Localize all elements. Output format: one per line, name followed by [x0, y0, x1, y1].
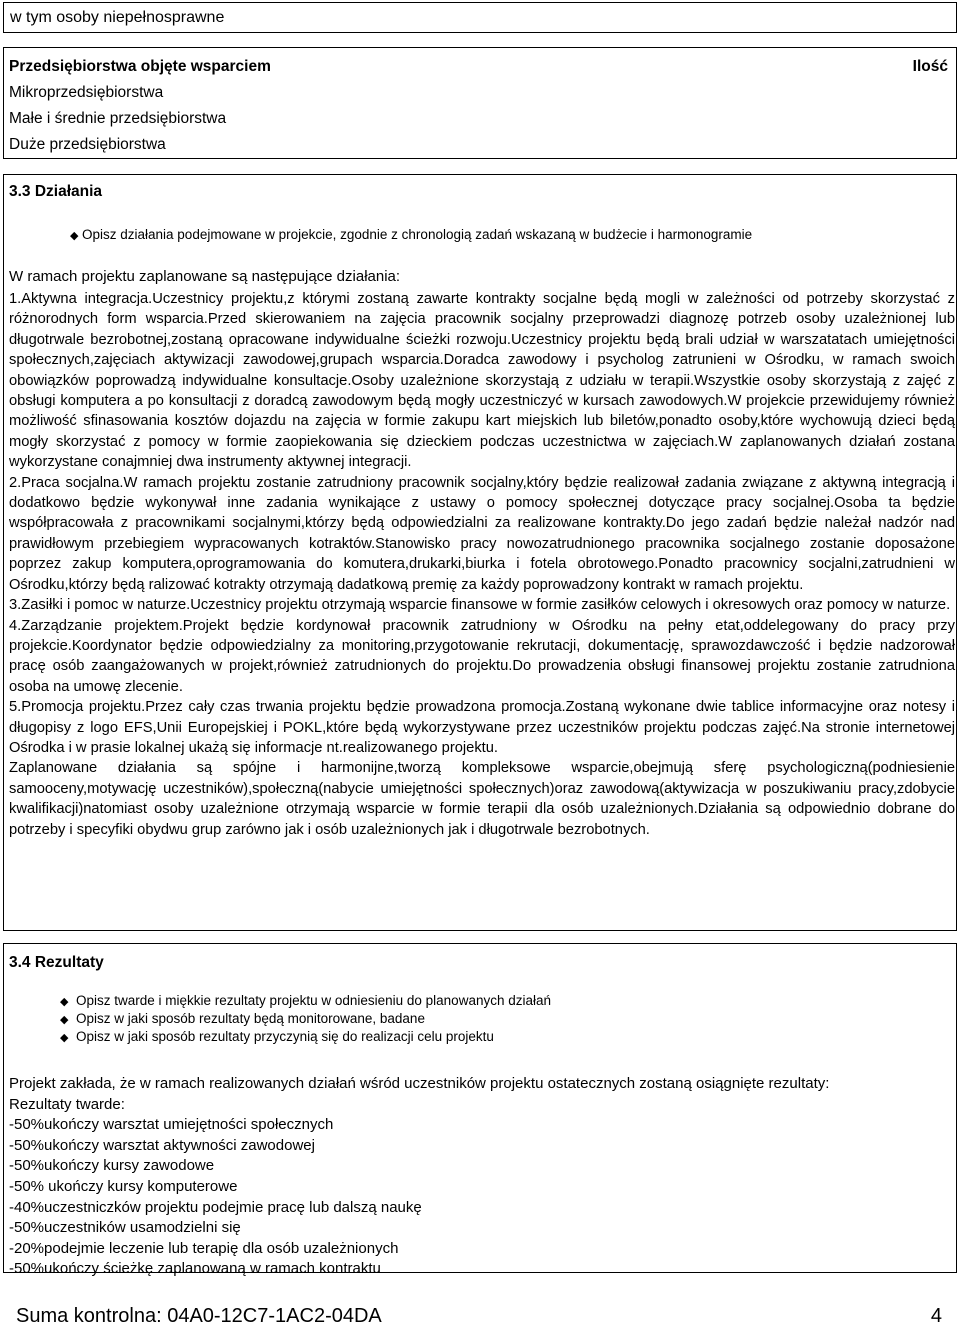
paragraph: 4.Zarządzanie projektem.Projekt będzie kordynował pracownik zatrudniony w Ośrodku na pełny etat,oddelegowany do pracy przy projekcie.Koordynator będzie odpowiedzialny za monitoring,przygotowanie rekrutacji, dokumentację, sprawozdawczość i będzie nadzorował pracę osób zaangażowanych w projekt,również zatrudnionych do projektu.Do prowadzenia obsługi finansowej projektu zostanie zatrudniona osoba na umowę zlecenie. [9, 617, 955, 695]
results-line: Rezultaty twarde: [9, 1095, 125, 1113]
diamond-bullet-icon: ◆ [60, 1032, 69, 1044]
diamond-bullet-icon: ◆ [70, 230, 79, 242]
paragraph: 2.Praca socjalna.W ramach projektu zostanie zatrudniony pracownik socjalny,który będzie realizował zadania związane z aktywną integracją i dodatkowo będzie wykonywał inne zadania wynikające z ustawy o pomocy społecznej dotyczące pracy socjalnej.Osoba ta będzie współpracowała z pracownikami socjalnymi,którzy będą odpowiedzialni za realizowane kontrakty.Do jego zadań będzie należał nadzór nad prawidłowym przebiegiem wypracowanych kotraktów.Stanowisko pracy nowozatrudnionego pracownika socjalnego zostanie doposażone poprzez zakup komputera,oprogramowania do komutera,drukarki,biurka i fotela obrotowego.Ponadto pracownicy socjalni,zatrudnieni w Ośrodku,którzy będą ralizować kotrakty otrzymają dadatkową premię za każdy poprowadzony kontrakt w ramach projektu. [9, 474, 955, 593]
actions-bullet-text: Opisz działania podejmowane w projekcie, zgodnie z chronologią zadań wskazaną w budżecie i harmonogramie [82, 227, 753, 242]
results-line: -50%ukończy kursy zawodowe [9, 1157, 215, 1175]
quantity-header: Ilość [912, 58, 948, 75]
paragraph: Zaplanowane działania są spójne i harmonijne,tworzą kompleksowe wsparcie,obejmują sferę psychologiczną(podniesienie samooceny,motywację uczestników),społeczną(nabycie umiejętności społecznych)oraz zawodową(aktywizacja w poszukiwaniu pracy,zdobycie kwalifikacji)natomiast osoby uzależnione otrzymają wsparcie w formie terapii dla osób uzależnionych.Działania są odpowiednio dobrane do potrzeby i specyfiki obydwu grup zarówno jak i osób uzależnionych jak i długotrwale bezrobotnych. [9, 760, 955, 838]
page-number: 4 [930, 1305, 942, 1327]
results-title: 3.4 Rezultaty [9, 954, 104, 971]
results-line: Projekt zakłada, że w ramach realizowanych działań wśród uczestników projektu ostatecznych zostaną osiągnięte rezultaty: [9, 1075, 830, 1092]
results-bullet-text: Opisz twarde i miękkie rezultaty projektu w odniesieniu do planowanych działań [76, 993, 551, 1008]
actions-title: 3.3 Działania [9, 183, 103, 200]
table-row: Duże przedsiębiorstwa [9, 136, 166, 153]
results-line: -50% ukończy kursy komputerowe [9, 1177, 238, 1195]
diamond-bullet-icon: ◆ [60, 996, 69, 1008]
table-row: Mikroprzedsiębiorstwa [9, 84, 164, 101]
results-section [3, 943, 957, 1278]
paragraph: 3.Zasiłki i pomoc w naturze.Uczestnicy projektu otrzymają wsparcie finansowe w formie zasiłków celowych i okresowych oraz pomocy w naturze. [9, 597, 951, 614]
disabled-persons-label: w tym osoby niepełnosprawne [10, 9, 225, 26]
checksum-footer: Suma kontrolna: 04A0-12C7-1AC2-04DA [16, 1305, 382, 1327]
enterprises-table [3, 47, 957, 159]
results-line: -40%uczestniczków projektu podejmie pracę lub dalszą naukę [9, 1198, 422, 1216]
results-bullet-text: Opisz w jaki sposób rezultaty przyczynią się do realizacji celu projektu [76, 1029, 494, 1044]
actions-bullet [70, 227, 752, 242]
results-line: -50%uczestników usamodzielni się [9, 1219, 241, 1237]
results-line: -50%ukończy ścieżkę zaplanowaną w ramach kontraktu [9, 1260, 381, 1278]
results-line: -50%ukończy warsztat aktywności zawodowej [9, 1136, 315, 1154]
results-line: -20%podejmie leczenie lub terapię dla osób uzależnionych [9, 1239, 399, 1257]
results-body [9, 1074, 829, 1280]
actions-intro: W ramach projektu zaplanowane są następujące działania: [9, 268, 401, 285]
results-bullet-text: Opisz w jaki sposób rezultaty będą monitorowane, badane [76, 1011, 425, 1026]
actions-section [3, 174, 957, 931]
results-bullet [60, 993, 551, 1008]
paragraph: 5.Promocja projektu.Przez cały czas trwania projektu będzie prowadzona promocja.Zostaną wykonane dwie tablice informacyjne oraz notesy i długopisy z logo EFS,Unii Europejskiej i POKL,które będą wykorzystywane przez uczestników projektu podczas zajęć.Na stronie internetowej Ośrodka i w prasie lokalnej ukażą się informacje nt.realizowanego projektu. [9, 699, 955, 756]
diamond-bullet-icon: ◆ [60, 1014, 69, 1026]
paragraph: 1.Aktywna integracja.Uczestnicy projektu,z którymi zostaną zawarte kontrakty socjalne będą mogli w zależności od potrzeby skorzystać z różnorodnych form wsparcia.Przed skierowaniem na zajęcia pracownik socjalny przeprowadzi diagnozę potrzeb osoby uzależnionej lub długotrwale bezrobotnej,zostaną opracowane indywidualne ścieżki rozwoju.Uczestnicy projektu będą brali udział w warszatatach umiejętności społecznych,zajęciach aktywizacji zawodowej,grupach wsparcia.Doradca zawodowy i psycholog zatrunieni w Ośrodku, w ramach swoich obowiązków poprowadzą indywidualne konsultacje.Osoby uzależnione skorzystają z udziału w terapii.Wszystkie osoby skorzystają z zajęć z obsługi komputera a po konsultacji z doradcą zawodowym będą mogły uczestniczyć w kursach zawodowych.W projekcie przewidujemy również możliwość sfinasowania kosztów dojazdu na zajęcia w formie zakupu kart miejskich lub biletów,ponadto osoby,które wychowują dzieci będą mogły skorzystać z pomocy w formie zaopiekowania się dzieckiem podczas uczestnictwa w zajęciach.W zaplanowanych działań zostana wykorzystane conajmniej dwa instrumenty aktywnej integracji. [9, 291, 955, 471]
results-line: -50%ukończy warsztat umiejętności społecznych [9, 1116, 334, 1134]
actions-body [9, 289, 955, 840]
results-bullet [60, 1011, 425, 1026]
disabled-persons-row [3, 2, 957, 33]
results-bullet [60, 1029, 494, 1044]
table-row: Małe i średnie przedsiębiorstwa [9, 110, 227, 127]
enterprises-header: Przedsiębiorstwa objęte wsparciem [9, 58, 271, 75]
